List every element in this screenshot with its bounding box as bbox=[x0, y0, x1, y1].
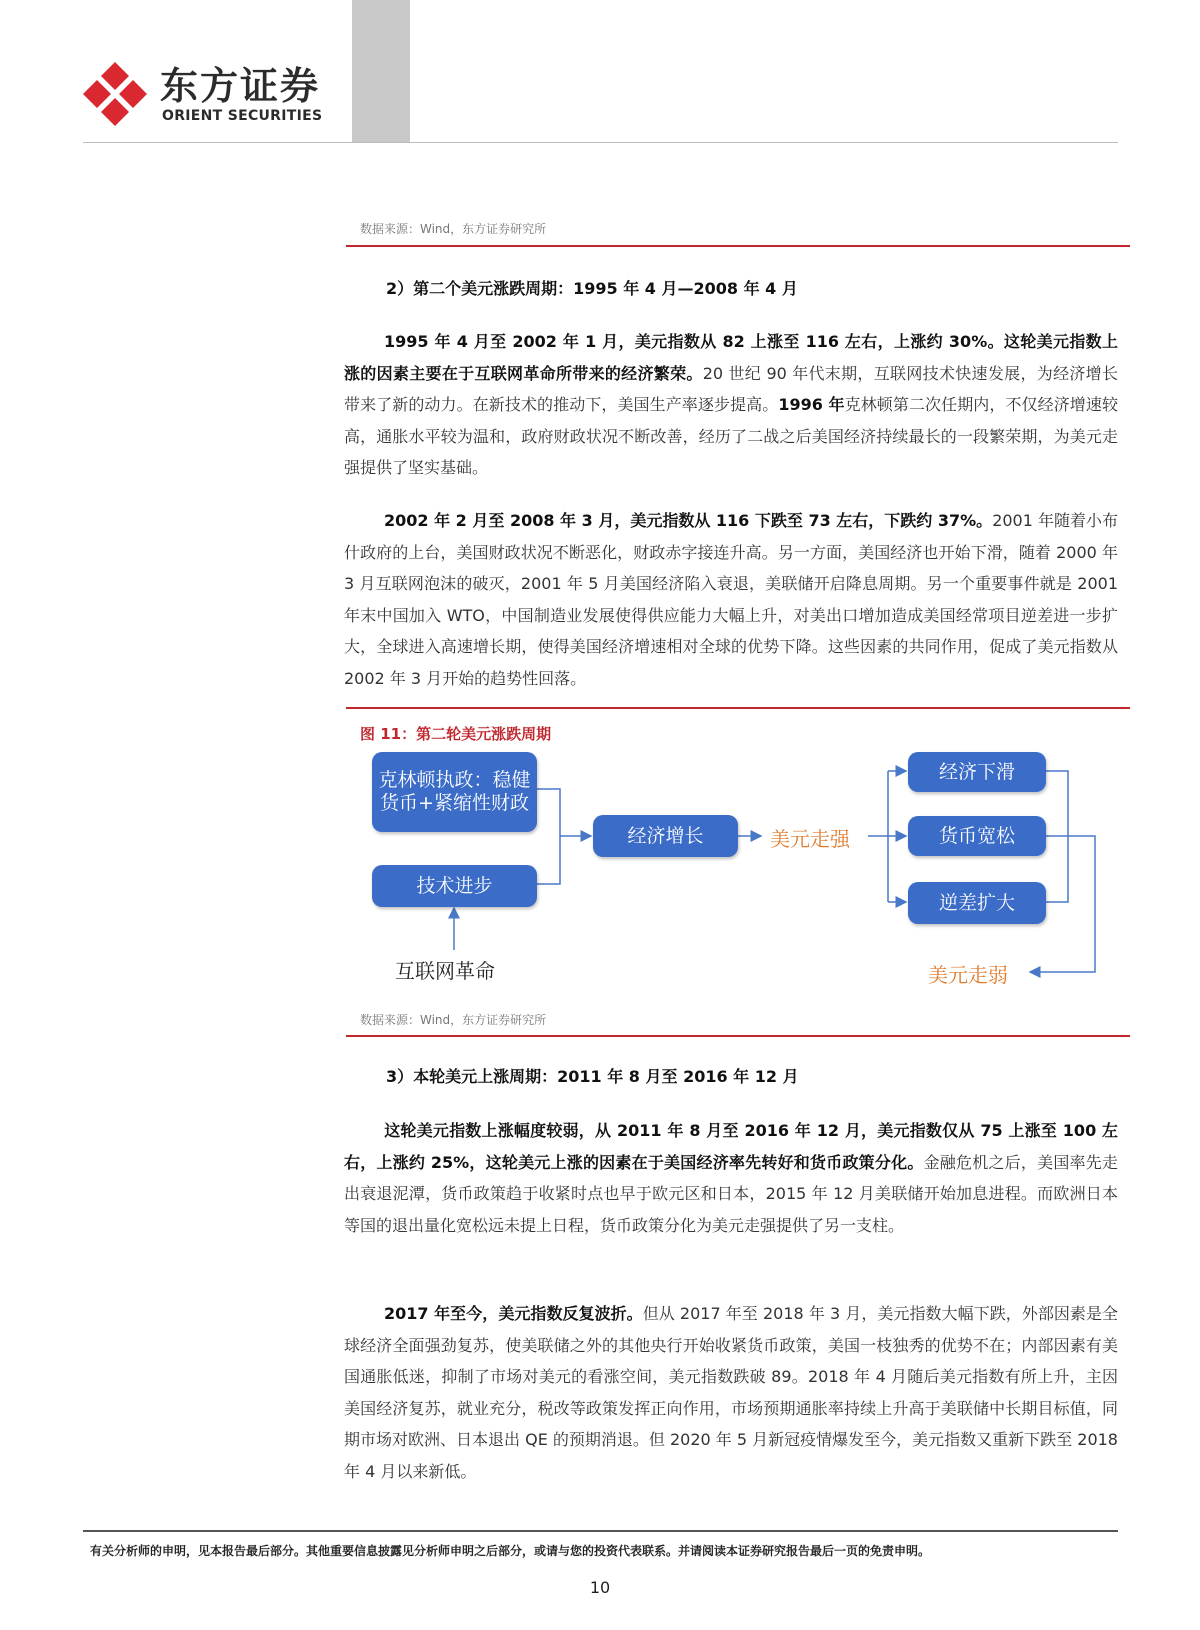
box-economic-growth: 经济增长 bbox=[593, 815, 738, 857]
footer-divider bbox=[83, 1530, 1118, 1532]
figure-title: 图 11：第二轮美元涨跌周期 bbox=[360, 725, 552, 743]
box-economy-decline: 经济下滑 bbox=[908, 752, 1046, 792]
paragraph-2-1-bold: 1995 年 4 月至 2002 年 1 月，美元指数从 82 上涨至 116 左右，上涨约 30%。这轮美元指数上涨的因素主要在于互联网革命所带来的经济繁荣。 bbox=[344, 332, 1118, 383]
bracket-left bbox=[537, 789, 560, 884]
paragraph-2-1-text-a: 20 世纪 90 年代末期，互联网技术快速发展，为经济增长带来了新的动力。在新技术的推动下，美国生产率逐步提高。 bbox=[344, 363, 1118, 415]
paragraph-3-1 bbox=[344, 1115, 1118, 1241]
paragraph-3-2 bbox=[344, 1298, 1118, 1488]
source-note-figure: 数据来源：Wind，东方证券研究所 bbox=[360, 1013, 547, 1027]
paragraph-2-1-text-b: 克林顿第二次任期内，不仅经济增速较高，通胀水平较为温和，政府财政状况不断改善，经历了二战之后美国经济持续最长的一段繁荣期，为美元走强提供了坚实基础。 bbox=[344, 395, 1118, 478]
page-number: 10 bbox=[589, 1578, 611, 1597]
box-deficit-expansion: 逆差扩大 bbox=[908, 882, 1046, 924]
footer-disclaimer: 有关分析师的申明，见本报告最后部分。其他重要信息披露见分析师申明之后部分，或请与您的投资代表联系。并请阅读本证券研究报告最后一页的免责申明。 bbox=[90, 1544, 931, 1558]
paragraph-3-1-text: 金融危机之后，美国率先走出衰退泥潭，货币政策趋于收紧时点也早于欧元区和日本，2015 年 12 月美联储开始加息进程。而欧洲日本等国的退出量化宽松远未提上日程，货币政策分化为美元走强提供了另一支柱。 bbox=[344, 1152, 1118, 1235]
logo-chinese-name: 东方证券 bbox=[160, 64, 321, 108]
source-note-top: 数据来源：Wind，东方证券研究所 bbox=[360, 222, 547, 236]
label-usd-strong: 美元走强 bbox=[770, 827, 850, 851]
logo-english-name: ORIENT SECURITIES bbox=[162, 108, 323, 124]
paragraph-3-2-bold: 2017 年至今，美元指数反复波折。 bbox=[384, 1304, 643, 1323]
label-internet-revolution: 互联网革命 bbox=[395, 959, 495, 983]
paragraph-2-2-bold: 2002 年 2 月至 2008 年 3 月，美元指数从 116 下跌至 73 左右，下跌约 37%。 bbox=[384, 511, 993, 530]
paragraph-2-1-bold-b: 1996 年 bbox=[778, 395, 845, 415]
red-divider-figure-bottom bbox=[346, 1035, 1130, 1037]
paragraph-3-2-text: 但从 2017 年至 2018 年 3 月，美元指数大幅下跌，外部因素是全球经济全面强劲复苏，使美联储之外的其他央行开始收紧货币政策，美国一枝独秀的优势不在；内部因素有美国通胀低迷，抑制了市场对美元的看涨空间，美元指数跌破 89。2018 年 4 月随后美元指数有所上升，主因美国经济复苏，就业充分，税改等政策发挥正向作用，市场预期通胀率持续上升高于美联储中长期目标值，同期市场对欧洲、日本退出 QE 的预期消退。但 2020 年 5 月新冠疫情爆发至今，美元指数又重新下跌至 2018 年 4 月以来新低。 bbox=[344, 1304, 1118, 1481]
section-heading-3: 3）本轮美元上涨周期：2011 年 8 月至 2016 年 12 月 bbox=[386, 1067, 799, 1086]
section-heading-2: 2）第二个美元涨跌周期：1995 年 4 月—2008 年 4 月 bbox=[386, 279, 798, 298]
box-clinton-policy: 克林顿执政：稳健货币+紧缩性财政 bbox=[372, 752, 537, 832]
box-monetary-easing: 货币宽松 bbox=[908, 816, 1046, 856]
box-tech-progress: 技术进步 bbox=[372, 865, 537, 907]
label-usd-weak: 美元走弱 bbox=[928, 963, 1008, 987]
paragraph-2-2-text: 2001 年随着小布什政府的上台，美国财政状况不断恶化，财政赤字接连升高。另一方面，美国经济也开始下滑，随着 2000 年 3 月互联网泡沫的破灭，2001 年 5 月美国经济陷入衰退，美联储开启降息周期。另一个重要事件就是 2001 年末中国加入 WTO，中国制造业发展使得供应能力大幅上升，对美出口增加造成美国经常项目逆差进一步扩大，全球进入高速增长期，使得美国经济增速相对全球的优势下降。这些因素的共同作用，促成了美元指数从 2002 年 3 月开始的趋势性回落。 bbox=[344, 511, 1118, 688]
paragraph-3-1-bold: 这轮美元指数上涨幅度较弱，从 2011 年 8 月至 2016 年 12 月，美元指数仅从 75 上涨至 100 左右，上涨约 25%，这轮美元上涨的因素在于美国经济率先转好和货币政策分化。 bbox=[344, 1121, 1118, 1172]
